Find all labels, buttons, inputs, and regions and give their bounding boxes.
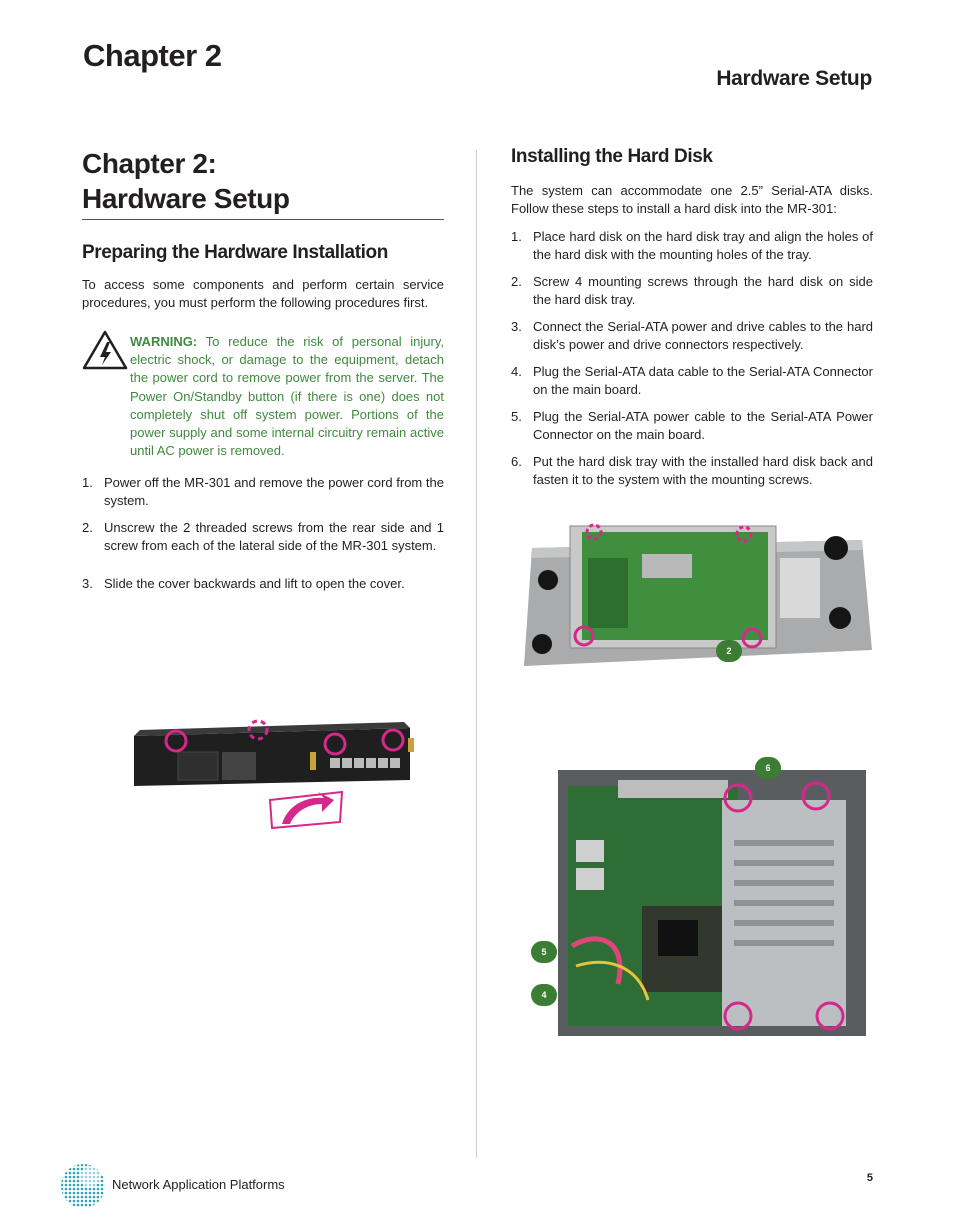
install-step-5 (511, 408, 873, 444)
title-line-1: Chapter 2: (82, 148, 217, 179)
step-number: 3. (511, 319, 522, 334)
installing-heading: Installing the Hard Disk (511, 146, 713, 167)
step-text: Slide the cover backwards and lift to open the cover. (104, 576, 405, 591)
step-text: Place hard disk on the hard disk tray and align the holes of the hard disk with the mounting holes of the tray. (533, 229, 873, 262)
step-text: Put the hard disk tray with the installed hard disk back and fasten it to the system with the mounting screws. (533, 454, 873, 487)
step-number: 6. (511, 454, 522, 469)
step-number: 2. (82, 520, 93, 535)
mainboard-photo (558, 770, 866, 1036)
hard-disk-tray-photo (522, 518, 874, 668)
company-logo-icon (60, 1163, 106, 1209)
step-text: Unscrew the 2 threaded screws from the rear side and 1 screw from each of the lateral side of the MR-301 system. (104, 520, 444, 553)
step-number: 1. (82, 475, 93, 490)
install-step-3 (511, 318, 873, 354)
install-step-6 (511, 453, 873, 489)
callout-badge-2: 2 (716, 640, 742, 662)
section-header: Hardware Setup (716, 67, 872, 90)
chassis-cover-illustration (128, 716, 420, 830)
warning-label: WARNING: (130, 334, 198, 349)
step-number: 3. (82, 576, 93, 591)
step-text: Power off the MR-301 and remove the power cord from the system. (104, 475, 444, 508)
callout-badge-6: 6 (755, 757, 781, 779)
warning-icon (82, 330, 128, 370)
page-number: 5 (866, 1172, 873, 1184)
callout-badge-4: 4 (531, 984, 557, 1006)
install-step-2 (511, 273, 873, 309)
title-line-2: Hardware Setup (82, 183, 290, 214)
footer-company-text: Network Application Platforms (112, 1177, 285, 1192)
step-text: Plug the Serial-ATA power cable to the Serial-ATA Power Connector on the main board. (533, 409, 873, 442)
chapter-header: Chapter 2 (83, 38, 222, 73)
intro-paragraph: To access some components and perform certain service procedures, you must perform the following procedures first. (82, 277, 444, 310)
step-text: Plug the Serial-ATA data cable to the Serial-ATA Connector on the main board. (533, 364, 873, 397)
step-text: Screw 4 mounting screws through the hard disk on side the hard disk tray. (533, 274, 873, 307)
step-number: 1. (511, 229, 522, 244)
install-step-4 (511, 363, 873, 399)
page-title (82, 146, 444, 220)
column-divider (476, 150, 477, 1158)
right-column (511, 146, 873, 498)
prep-step-1 (82, 474, 444, 510)
install-step-1 (511, 228, 873, 264)
installing-intro: The system can accommodate one 2.5” Serial-ATA disks. Follow these steps to install a hard disk into the MR-301: (511, 183, 873, 216)
install-steps (511, 228, 873, 489)
warning-body: To reduce the risk of personal injury, electric shock, or damage to the equipment, detach the power cord to remove power from the server. The Power On/Standby button (if there is one) does not completely shut off system power. Portions of the power supply and some internal circuitry remain active until AC power is removed. (130, 334, 444, 459)
step-text: Connect the Serial-ATA power and drive cables to the hard disk’s power and drive connectors respectively. (533, 319, 873, 352)
step-number: 4. (511, 364, 522, 379)
step-number: 2. (511, 274, 522, 289)
warning-text (130, 333, 444, 460)
step-number: 5. (511, 409, 522, 424)
callout-badge-5: 5 (531, 941, 557, 963)
prep-step-2 (82, 519, 444, 555)
warning-box (82, 330, 444, 459)
prep-step-3 (82, 575, 444, 593)
preparing-heading: Preparing the Hardware Installation (82, 242, 388, 263)
left-column (82, 146, 444, 602)
prep-steps (82, 474, 444, 593)
